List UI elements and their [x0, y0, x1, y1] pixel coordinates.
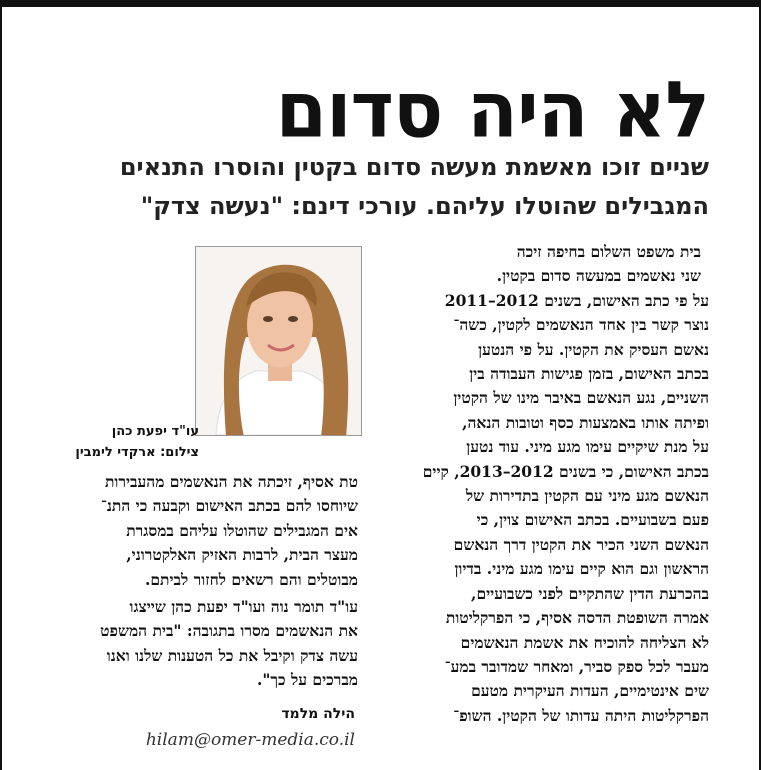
text-line: אמרה השופטת הדסה אסיף, כי הפרקליטות: [445, 608, 709, 628]
author-byline: הילה מלמד: [281, 706, 355, 722]
text-line: שים אינטימיים, העדות העיקרית מטעם: [471, 681, 709, 701]
text-line: נאשם העסיק את הקטין. על פי הנטען: [478, 339, 709, 359]
left-border: [0, 0, 2, 770]
article-headline: לא היה סדום: [275, 64, 709, 156]
text-line: הראשון וגם הוא קיים עימו מגע מיני. בדיון: [454, 559, 709, 579]
caption-credit: צילום: ארקדי לימבין: [75, 445, 199, 460]
text-line: בהכרעת הדין שהתקיים לפני כשבועיים,: [471, 583, 709, 603]
text-line: את הנאשמים מסרו בתגובה: "בית המשפט: [100, 621, 358, 641]
text-line: בית משפט השלום בחיפה זיכה: [516, 242, 701, 261]
text-line: שיוחסו להם בכתב האישום וקבעה כי התנ־: [100, 496, 358, 516]
text-line: בכתב האישום, בזמן פגישות העבודה בין: [469, 364, 709, 384]
text-line: על מנת שיקיים עימו מגע מיני. עוד נטען: [466, 437, 709, 457]
text-line: על פי כתב האישום, בשנים 2012–2011: [444, 290, 709, 310]
text-line: בכתב האישום, כי בשנים 2012–2013, קיים: [422, 461, 709, 481]
portrait-photo: [195, 246, 362, 436]
paragraph: [40, 595, 358, 693]
text-line: הנאשם השני הכיר את הקטין דרך הנאשם: [453, 534, 709, 554]
right-text-column: [369, 240, 709, 728]
text-line: לא הצליחה להוכיח את אשמת הנאשמים: [460, 632, 709, 652]
text-line: מעבר לכל ספק סביר, ומאחר שמדובר במע־: [444, 656, 709, 676]
author-email[interactable]: hilam@omer-media.co.il: [145, 730, 355, 750]
photo-caption: [55, 421, 199, 463]
caption-name: עו"ד יפעת כהן: [111, 424, 199, 439]
text-line: השניים, נגע הנאשם באיבר מינו של הקטין: [453, 388, 709, 408]
text-line: אים המגבילים שהוטלו עליהם במסגרת: [126, 520, 358, 540]
text-line: מעצר הבית, לרבות האזיק האלקטרוני,: [126, 545, 358, 565]
left-text-column: [40, 470, 358, 696]
text-line: הנאשם מגע מיני עם הקטין בתדירות של: [465, 486, 709, 506]
article-subheadline: [29, 148, 709, 226]
paragraph: [40, 470, 358, 592]
text-line: הפרקליטות היתה עדותו של הקטין. השופ־: [453, 705, 709, 725]
text-line: שני נאשמים במעשה סדום בקטין.: [496, 266, 701, 286]
text-line: עשה צדק וקיבל את כל הטענות שלנו ואנו: [106, 645, 358, 665]
text-line: ופיתה אותו באמצעות כסף וטובות הנאה,: [462, 412, 709, 432]
top-border: [0, 0, 761, 7]
text-line: פעם בשבועיים. בכתב האישום צוין, כי: [476, 510, 709, 530]
text-line: מברכים על כך".: [256, 670, 358, 690]
text-line: טת אסיף, זיכתה את הנאשמים מהעבירות: [104, 472, 358, 491]
text-line: מבוטלים והם רשאים לחזור לביתם.: [144, 569, 358, 589]
subhead-line-2: המגבילים שהוטלו עליהם. עורכי דינם: "נעשה צדק": [140, 192, 709, 220]
text-line: עו"ד תומר נוה ועו"ד יפעת כהן שייצגו: [129, 597, 358, 617]
text-line: נוצר קשר בין אחד הנאשמים לקטין, כשה־: [453, 315, 709, 335]
subhead-line-1: שניים זוכו מאשמת מעשה סדום בקטין והוסרו התנאים: [119, 153, 709, 181]
portrait-illustration: [196, 247, 361, 435]
